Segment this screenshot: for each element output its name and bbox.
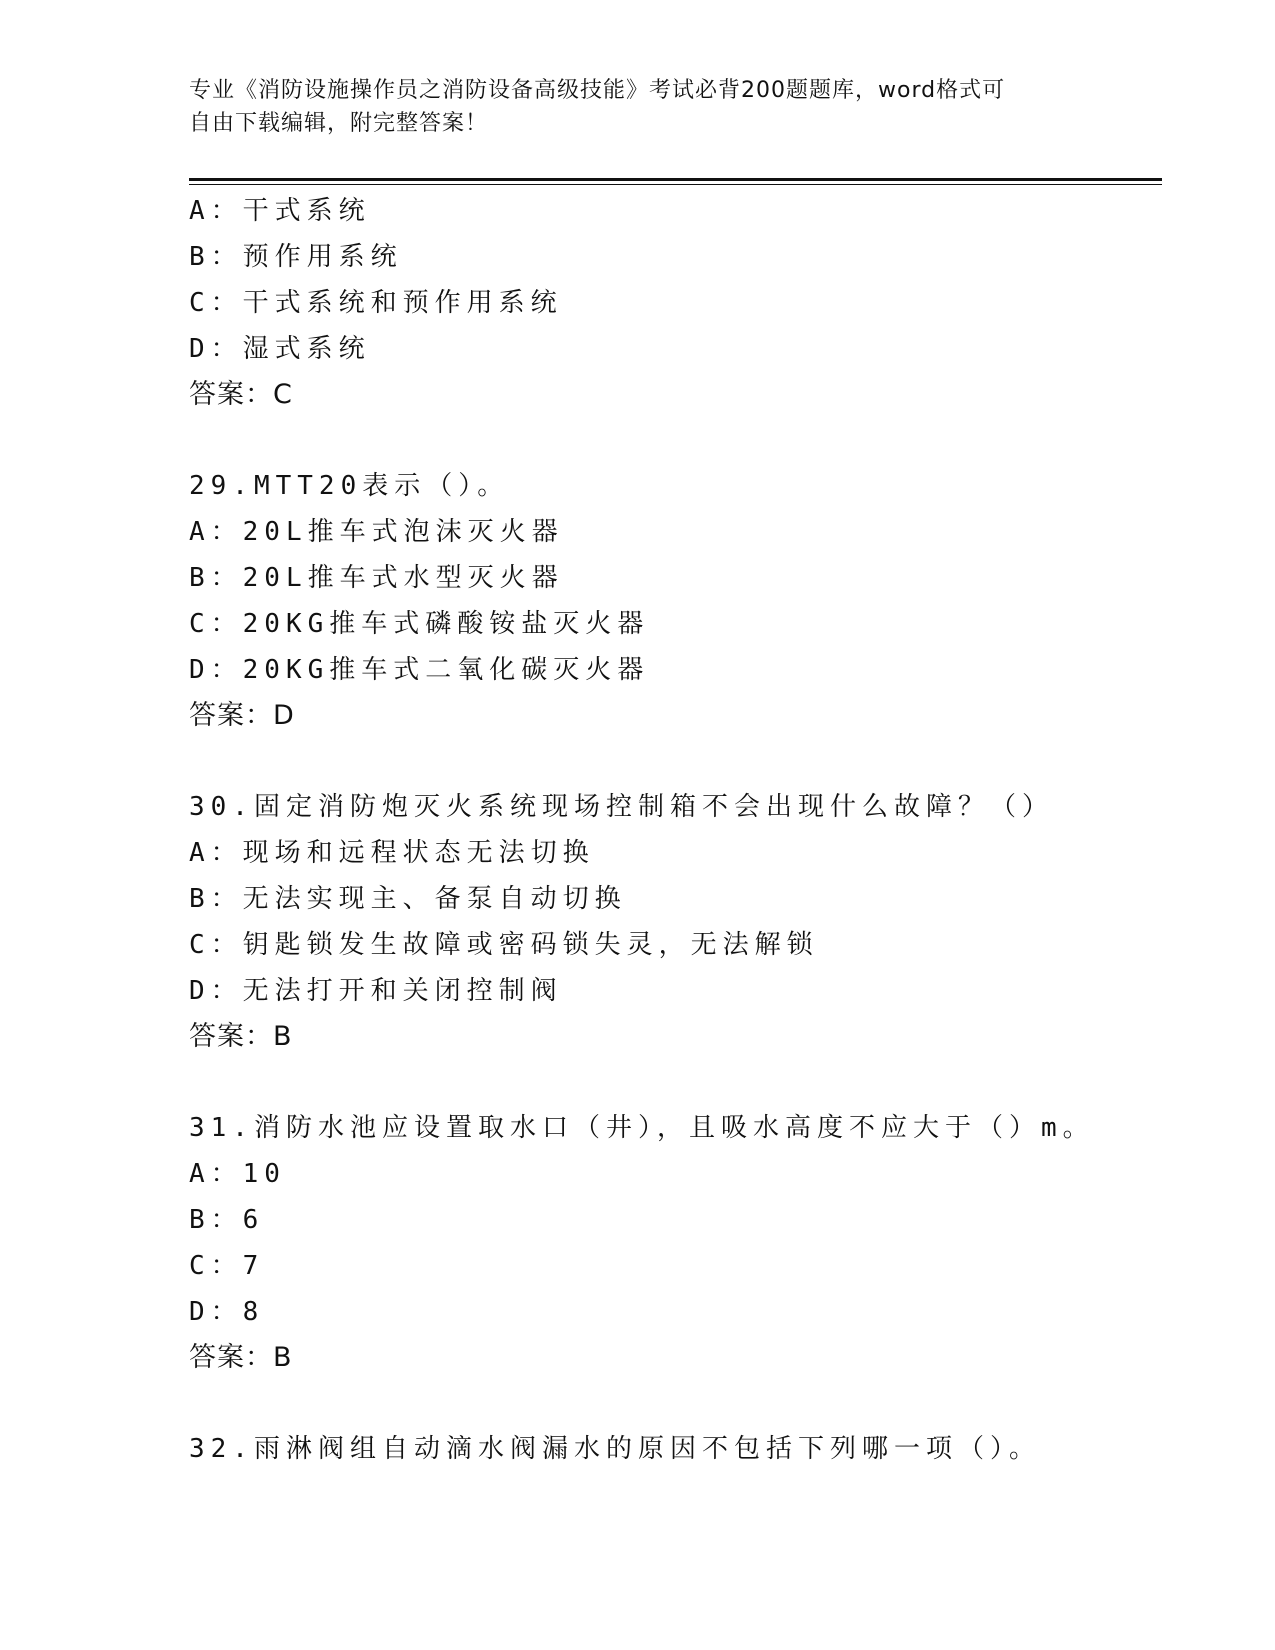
question-block [189,463,1159,739]
document-header [189,74,1089,140]
answer-line: 答案：B [189,1021,293,1052]
answer-line: 答案：D [189,700,295,731]
option-a: A：现场和远程状态无法切换 [189,838,595,868]
question-block [189,188,1159,418]
question-list [189,188,1159,1472]
question-stem: 32.雨淋阀组自动滴水阀漏水的原因不包括下列哪一项（）。 [189,1434,1041,1464]
spacer [189,418,1159,463]
header-line-2: 自由下载编辑，附完整答案！ [189,111,489,136]
option-b: B：6 [189,1205,265,1235]
question-stem: 29.MTT20表示（）。 [189,471,510,501]
question-stem: 31.消防水池应设置取水口（井），且吸水高度不应大于（）m。 [189,1113,1095,1143]
option-c: C：20KG推车式磷酸铵盐灭火器 [189,609,650,639]
header-divider-thin [189,184,1162,185]
spacer [189,1060,1159,1105]
question-block [189,1426,1159,1472]
option-a: A：20L推车式泡沫灭火器 [189,517,564,547]
option-d: D：湿式系统 [189,334,371,364]
spacer [189,739,1159,784]
answer-line: 答案：C [189,379,293,410]
question-block [189,1105,1159,1381]
answer-line: 答案：B [189,1342,293,1373]
option-b: B：20L推车式水型灭火器 [189,563,564,593]
option-d: D：8 [189,1297,265,1327]
header-divider-thick [189,178,1162,181]
option-d: D：无法打开和关闭控制阀 [189,976,563,1006]
option-c: C：7 [189,1251,265,1281]
option-d: D：20KG推车式二氧化碳灭火器 [189,655,650,685]
header-line-1: 专业《消防设施操作员之消防设备高级技能》考试必背200题题库，word格式可 [189,78,1006,103]
option-a: A：干式系统 [189,196,371,226]
option-c: C：钥匙锁发生故障或密码锁失灵，无法解锁 [189,930,819,960]
question-stem: 30.固定消防炮灭火系统现场控制箱不会出现什么故障？（） [189,792,1054,822]
option-a: A：10 [189,1159,286,1189]
spacer [189,1381,1159,1426]
option-c: C：干式系统和预作用系统 [189,288,563,318]
option-b: B：无法实现主、备泵自动切换 [189,884,627,914]
question-block [189,784,1159,1060]
option-b: B：预作用系统 [189,242,403,272]
